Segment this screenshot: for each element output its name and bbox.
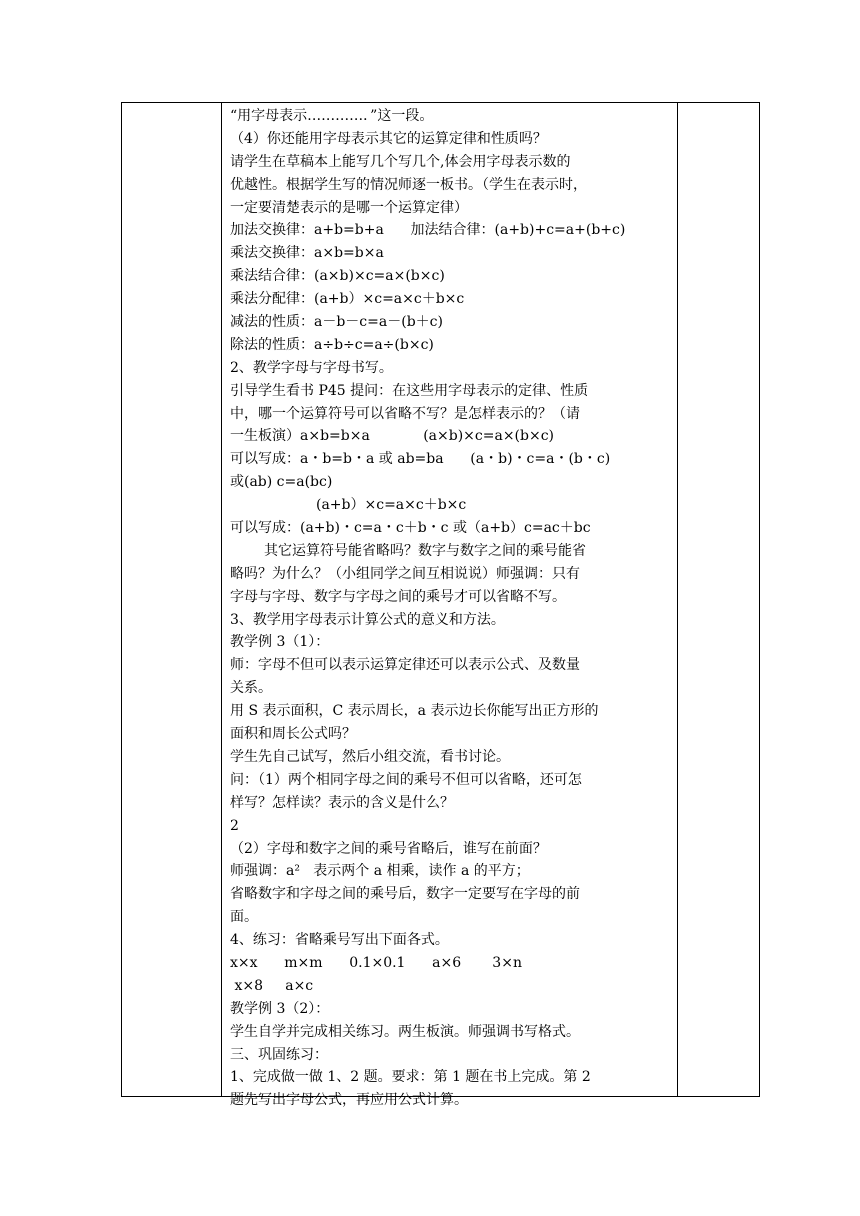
text-line: 一定要清楚表示的是哪一个运算定律） (230, 199, 468, 216)
text-line: x×x m×m 0.1×0.1 a×6 3×n (230, 954, 522, 971)
text-line: 1、完成做一做 1、2 题。要求：第 1 题在书上完成。第 2 (230, 1069, 591, 1086)
text-line: 面。 (230, 909, 258, 926)
text-line: 学生先自己试写，然后小组交流，看书讨论。 (230, 748, 510, 765)
text-line: 其它运算符号能省略吗？数字与数字之间的乘号能省 (264, 542, 586, 559)
text-line: 减法的性质：a－b－c=a－(b＋c) (230, 314, 443, 331)
text-line: （2）字母和数字之间的乘号省略后，谁写在前面？ (230, 840, 547, 857)
text-line: 字母与字母、数字与字母之间的乘号才可以省略不写。 (230, 588, 566, 605)
text-line: 2 (230, 817, 239, 834)
text-line: 师强调：a² 表示两个 a 相乘，读作 a 的平方； (230, 863, 530, 880)
column-divider-right (677, 103, 678, 1096)
text-line: 用 S 表示面积，C 表示周长，a 表示边长你能写出正方形的 (230, 703, 599, 720)
lesson-content-cell (230, 105, 676, 1112)
text-line: 可以写成：(a+b)・c=a・c＋b・c 或（a+b）c=ac＋bc (230, 520, 591, 537)
text-line: 加法交换律：a+b=b+a 加法结合律：(a+b)+c=a+(b+c) (230, 222, 626, 239)
text-line: 教学例 3（1）： (230, 634, 330, 651)
text-line: （4）你还能用字母表示其它的运算定律和性质吗？ (230, 130, 547, 147)
text-line: 样写？怎样读？表示的含义是什么？ (230, 794, 454, 811)
text-line: x×8 a×c (230, 977, 314, 994)
text-line: 教学例 3（2）： (230, 1000, 330, 1017)
text-line: 问：（1）两个相同字母之间的乘号不但可以省略，还可怎 (230, 771, 582, 788)
column-divider-left (221, 103, 222, 1096)
text-line: 乘法交换律：a×b=b×a (230, 245, 384, 262)
text-line: 一生板演）a×b=b×a (a×b)×c=a×(b×c) (230, 428, 555, 445)
text-line: 略吗？为什么？（小组同学之间互相说说）师强调：只有 (230, 565, 580, 582)
text-line: 三、巩固练习： (230, 1046, 328, 1063)
text-line: 2、教学字母与字母书写。 (230, 359, 393, 376)
text-line: 请学生在草稿本上能写几个写几个,体会用字母表示数的 (230, 153, 571, 170)
text-line: 可以写成：a・b=b・a 或 ab=ba (a・b)・c=a・(b・c) (230, 451, 611, 468)
text-line: 优越性。根据学生写的情况师逐一板书。（学生在表示时， (230, 176, 587, 193)
text-line: 题先写出字母公式，再应用公式计算。 (230, 1092, 468, 1109)
text-line: 3、教学用字母表示计算公式的意义和方法。 (230, 611, 505, 628)
text-line: 面积和周长公式吗？ (230, 726, 356, 743)
text-line: 省略数字和字母之间的乘号后，数字一定要写在字母的前 (230, 886, 580, 903)
text-line: 除法的性质：a÷b÷c=a÷(b×c) (230, 336, 434, 353)
text-line: 中，哪一个运算符号可以省略不写？是怎样表示的？（请 (230, 405, 580, 422)
text-line: 引导学生看书 P45 提问：在这些用字母表示的定律、性质 (230, 382, 589, 399)
text-line: 4、练习：省略乘号写出下面各式。 (230, 932, 449, 949)
text-line: 师：字母不但可以表示运算定律还可以表示公式、及数量 (230, 657, 580, 674)
text-line: 学生自学并完成相关练习。两生板演。师强调书写格式。 (230, 1023, 580, 1040)
text-line: 乘法结合律：(a×b)×c=a×(b×c) (230, 268, 445, 285)
text-line: 乘法分配律：(a+b）×c=a×c＋b×c (230, 291, 465, 308)
text-line: 关系。 (230, 680, 272, 697)
lesson-table (121, 102, 760, 1109)
text-line: (a+b）×c=a×c＋b×c (316, 497, 467, 514)
text-line: 或(ab) c=a(bc) (230, 474, 333, 491)
text-line: “用字母表示…………．”这一段。 (230, 108, 434, 124)
